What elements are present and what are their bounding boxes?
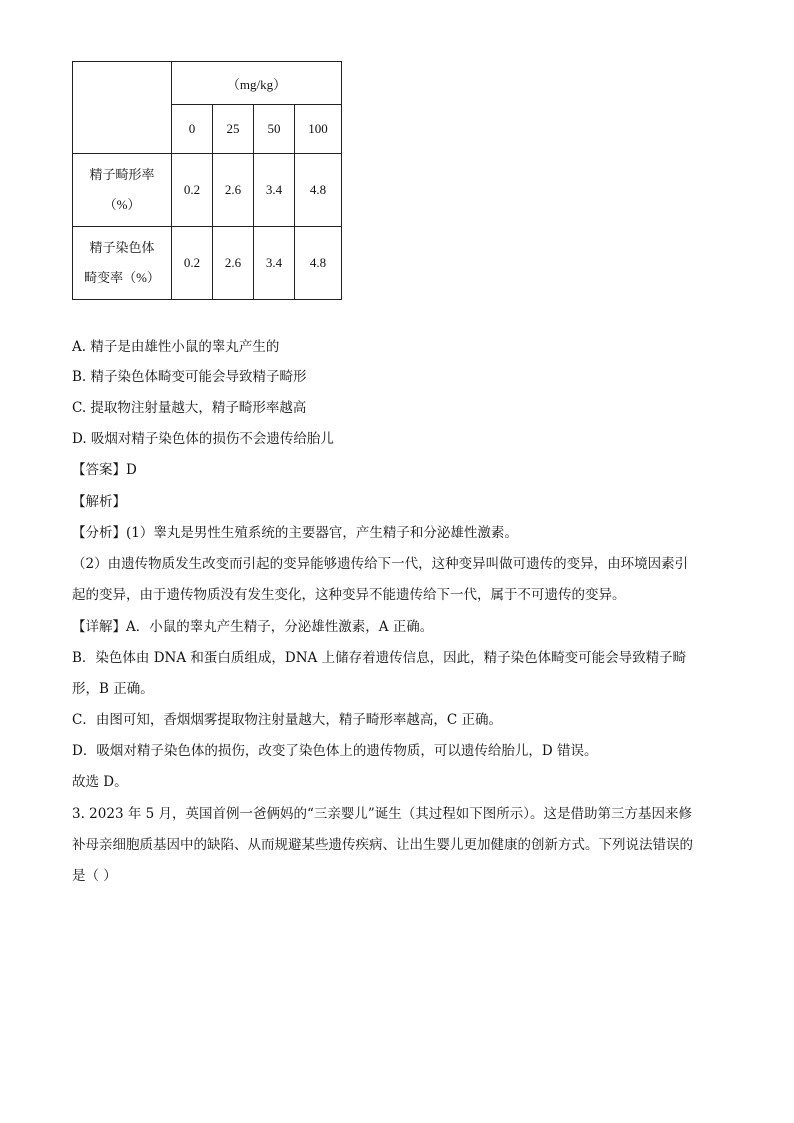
analysis-line: 【分析】(1）睾丸是男性生殖系统的主要器官，产生精子和分泌雄性激素。 <box>72 525 518 541</box>
table-row-label <box>73 154 172 227</box>
question-line: 补母亲细胞质基因中的缺陷、从而规避某些遗传疾病、让出生婴儿更加健康的创新方式。下列说法错误的 <box>72 837 693 853</box>
table-row <box>73 154 342 227</box>
data-table <box>72 61 342 300</box>
detail-line: 【详解】A．小鼠的睾丸产生精子，分泌雄性激素，A 正确。 <box>72 619 434 635</box>
table-cell: 2.6 <box>213 227 254 300</box>
table-row-label <box>73 227 172 300</box>
table-corner-cell <box>73 62 172 154</box>
table-cell: 3.4 <box>254 227 295 300</box>
table-cell: 4.8 <box>295 154 342 227</box>
row-label-line: 精子畸形率 <box>89 167 155 182</box>
table-cell: 3.4 <box>254 154 295 227</box>
table-cell: 0.2 <box>172 154 213 227</box>
option-a: A. 精子是由雄性小鼠的睾丸产生的 <box>72 339 280 355</box>
table-unit-header: （mg/kg） <box>172 62 342 105</box>
table-cell: 0.2 <box>172 227 213 300</box>
analysis-line: 起的变异，由于遗传物质没有发生变化，这种变异不能遗传给下一代，属于不可遗传的变异。 <box>72 587 626 603</box>
answer-line: 【答案】D <box>72 462 137 478</box>
detail-line: C．由图可知，香烟烟雾提取物注射量越大，精子畸形率越高，C 正确。 <box>72 712 502 728</box>
analysis-line: （2）由遗传物质发生改变而引起的变异能够遗传给下一代，这种变异叫做可遗传的变异，由环境因素引 <box>72 556 689 572</box>
table-dose-header: 25 <box>213 105 254 154</box>
option-b: B. 精子染色体畸变可能会导致精子畸形 <box>72 369 307 385</box>
detail-line: 故选 D。 <box>72 774 128 790</box>
question-line: 3. 2023 年 5 月，英国首例一爸俩妈的“三亲婴儿”诞生（其过程如下图所示）。这是借助第三方基因来修 <box>72 806 693 822</box>
table-row <box>73 227 342 300</box>
table-cell: 4.8 <box>295 227 342 300</box>
analysis-title: 【解析】 <box>72 494 126 510</box>
row-label-line: （%） <box>103 197 141 212</box>
question-line: 是（ ） <box>72 868 117 884</box>
row-label-line: 精子染色体 <box>89 240 155 255</box>
option-d: D. 吸烟对精子染色体的损伤不会遗传给胎儿 <box>72 431 334 447</box>
table-row <box>73 62 342 105</box>
row-label-line: 畸变率（%） <box>84 270 160 285</box>
option-c: C. 提取物注射量越大，精子畸形率越高 <box>72 400 307 416</box>
table-cell: 2.6 <box>213 154 254 227</box>
detail-line: B．染色体由 DNA 和蛋白质组成，DNA 上储存着遗传信息，因此，精子染色体畸变可能会导致精子畸 <box>72 650 687 666</box>
detail-line: 形，B 正确。 <box>72 681 154 697</box>
table-dose-header: 50 <box>254 105 295 154</box>
table-dose-header: 0 <box>172 105 213 154</box>
detail-line: D．吸烟对精子染色体的损伤，改变了染色体上的遗传物质，可以遗传给胎儿，D 错误。 <box>72 743 598 759</box>
table-dose-header: 100 <box>295 105 342 154</box>
